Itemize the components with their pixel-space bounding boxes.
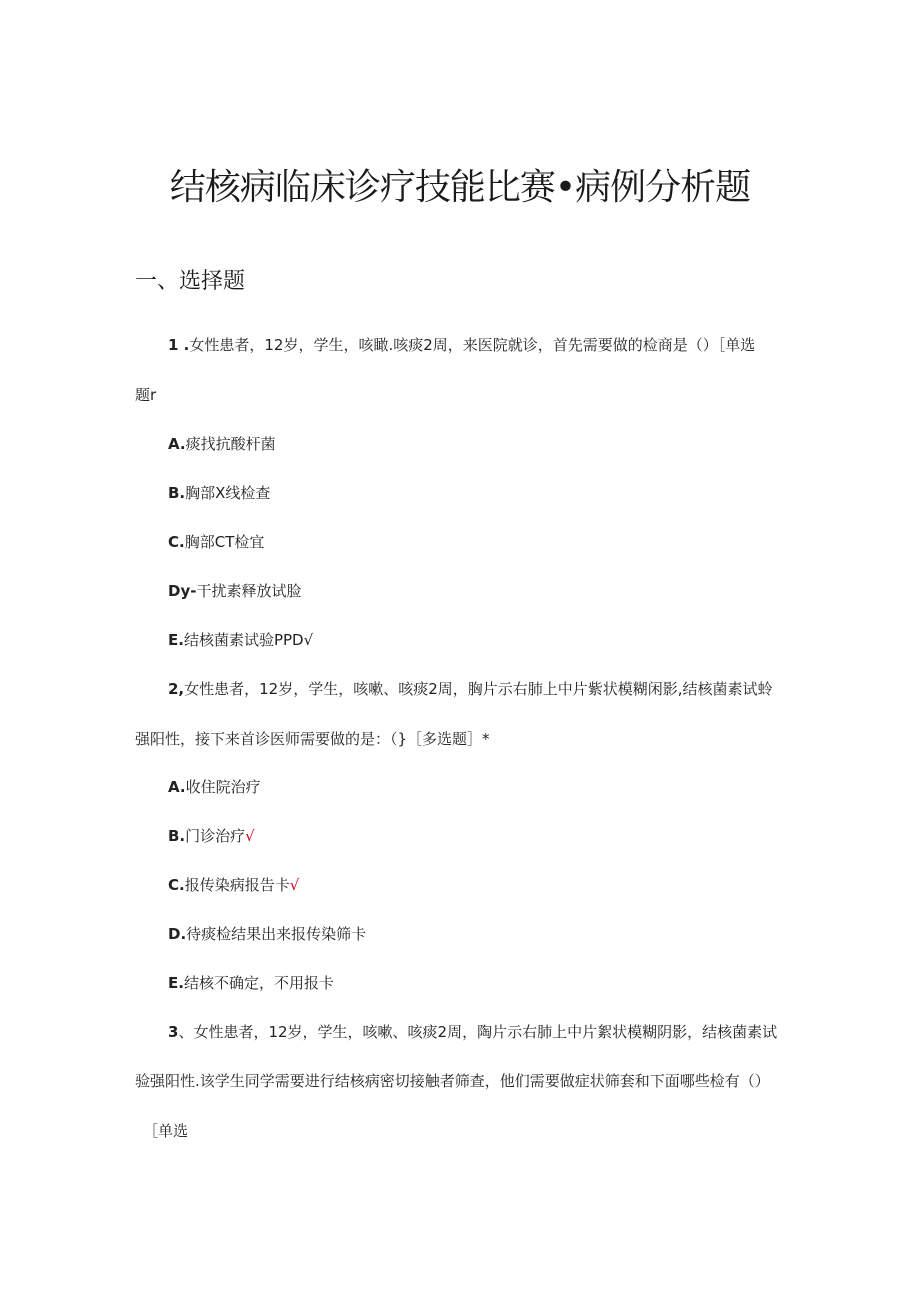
question-2-number: 2, <box>168 680 185 698</box>
question-3-text: 、女性患者，12岁，学生，咳嗽、咳痰2周，陶片示右肺上中片絮状模糊阴影，结核菌素试 <box>178 1023 778 1041</box>
option-key: B. <box>168 827 186 845</box>
option-text: 报传染病报告卡 <box>184 876 290 894</box>
option-key: D. <box>168 925 187 943</box>
question-1-option-a <box>168 432 276 456</box>
option-key: A. <box>168 435 186 453</box>
question-1-option-c <box>168 530 264 554</box>
option-key: E. <box>168 974 184 992</box>
question-2-line-2: 强阳性，接下来首诊医师需要做的是：（}［多选题］* <box>135 730 490 748</box>
question-2-option-c <box>168 873 299 897</box>
question-2-text: 女性患者，12岁，学生，咳嗽、咳痰2周，胸片示右肺上中片紫状模糊闲影,结核菌素试蛉 <box>184 680 773 698</box>
question-2-line-1 <box>168 677 773 701</box>
question-3-line-1 <box>168 1020 777 1044</box>
question-1-option-d <box>168 579 301 603</box>
check-mark-icon: √ <box>289 876 300 894</box>
question-1-text: 女性患者，12岁，学生，咳瞰.咳痰2周，来医院就诊，首先需要做的检商是（）［单选 <box>189 336 756 354</box>
option-text: 痰找抗酸杆菌 <box>185 435 276 453</box>
question-3-number: 3 <box>168 1023 179 1041</box>
option-text: 干扰素释放试脸 <box>196 582 302 600</box>
option-text: 结核不确定，不用报卡 <box>183 974 334 992</box>
question-1-line-2: 题r <box>135 386 157 404</box>
question-1-number: 1 . <box>168 336 190 354</box>
question-2-option-a <box>168 775 261 799</box>
option-text: 胸部X线检查 <box>185 484 271 502</box>
option-key: Dy- <box>168 582 197 600</box>
section-heading: 一、选择题 <box>135 269 246 294</box>
option-text: 门诊治疗 <box>185 827 246 845</box>
option-text: 结核菌素试验PPD√ <box>183 631 314 649</box>
option-text: 胸部CT检宜 <box>184 533 265 551</box>
option-key: A. <box>168 778 186 796</box>
option-text: 待痰检结果出来报传染筛卡 <box>186 925 367 943</box>
question-1-line-1 <box>168 333 755 357</box>
question-3-line-2: 验强阳性.该学生同学需要进行结核病密切接触者筛查，他们需要做症状筛套和下面哪些检有（） <box>135 1072 770 1090</box>
page-title: 结核病临床诊疗技能比赛•病例分析题 <box>169 167 751 208</box>
question-2-option-b <box>168 824 255 848</box>
option-text: 收住院治疗 <box>185 778 261 796</box>
option-key: C. <box>168 533 185 551</box>
option-key: E. <box>168 631 184 649</box>
question-2-option-d <box>168 922 366 946</box>
option-key: C. <box>168 876 185 894</box>
question-1-option-b <box>168 481 270 505</box>
question-3-line-3: ［单选 <box>143 1122 189 1140</box>
question-2-option-e <box>168 971 334 995</box>
check-mark-icon: √ <box>245 827 255 845</box>
question-1-option-e <box>168 628 313 652</box>
option-key: B. <box>168 484 186 502</box>
